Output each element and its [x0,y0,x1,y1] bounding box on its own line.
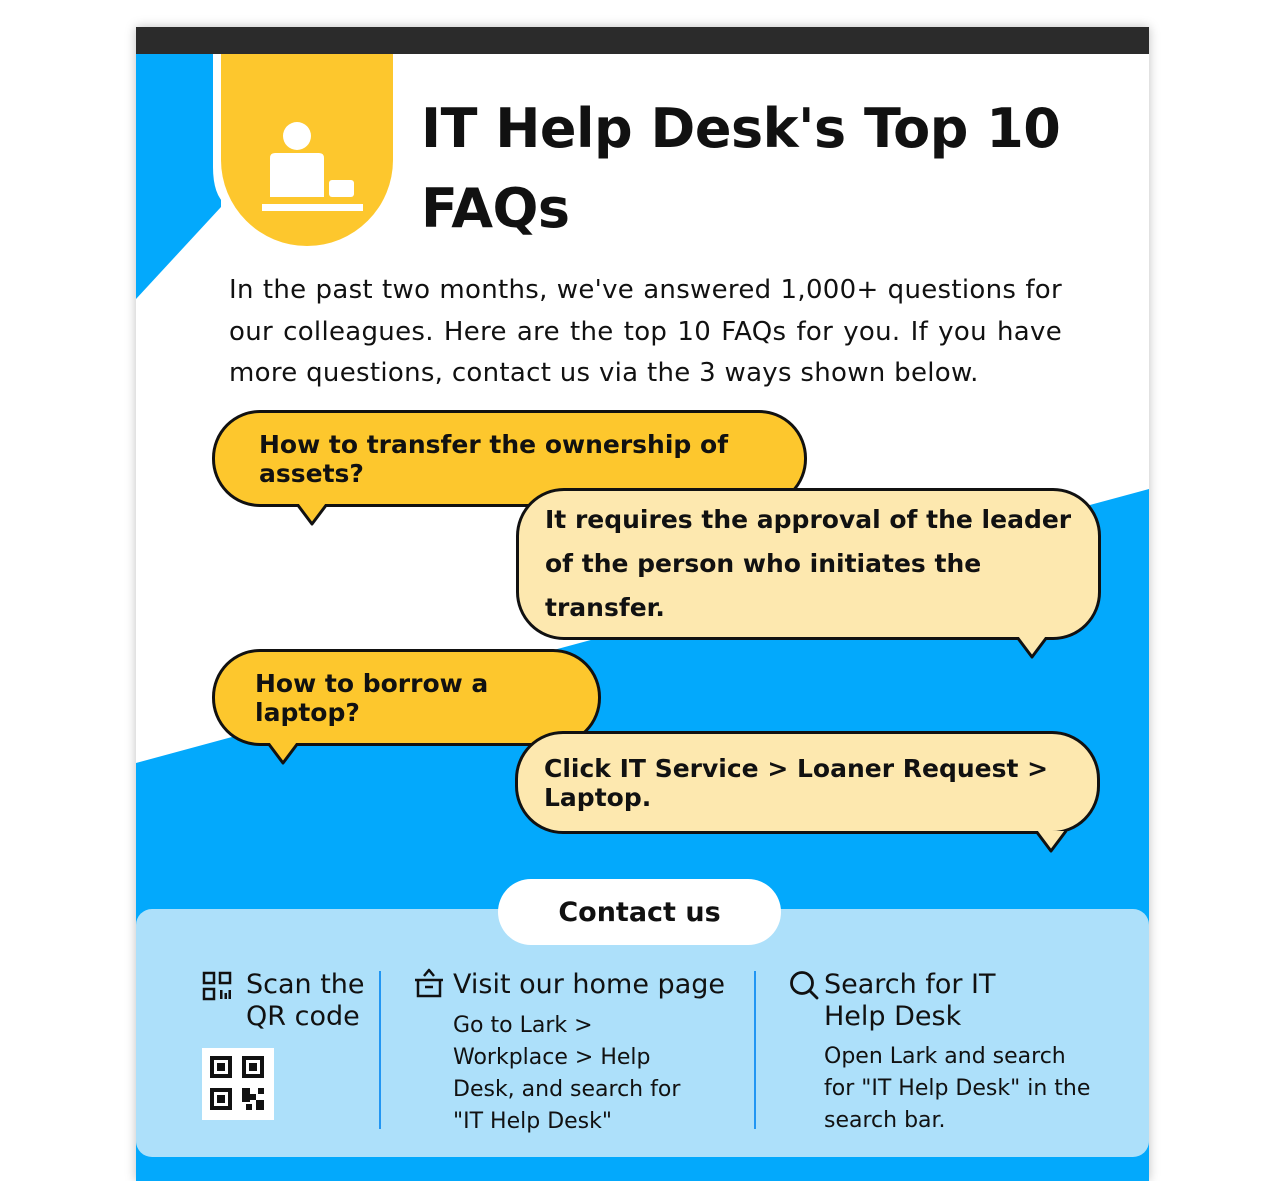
qr-code-icon [202,971,232,1001]
faq-answer-2-text: Click IT Service > Loaner Request > Laptop. [544,753,1049,812]
faq-question-2-text: How to borrow a laptop? [255,668,489,727]
home-page-instructions: Go to Lark > Workplace > Help Desk, and search for "IT Help Desk" [453,1013,681,1134]
home-page-title: Visit our home page [453,969,725,1000]
faq-question-1-text: How to transfer the ownership of assets? [259,429,729,488]
contact-heading: Contact us [498,879,781,945]
search-title: Search for IT Help Desk [824,969,996,1032]
bubble-tail [266,743,300,767]
faq-answer-1 [516,488,1101,640]
qr-code-image [202,1048,274,1120]
header-badge [221,54,393,246]
faq-answer-1-text: It requires the approval of the leader of the person who initiates the transfer. [545,505,1072,622]
faq-question-2 [212,649,601,746]
help-desk-person-icon [221,54,393,246]
bubble-tail [1015,637,1049,661]
bottom-strip [136,1157,1149,1181]
column-divider [754,971,756,1129]
search-instructions: Open Lark and search for "IT Help Desk" in the search bar. [824,1044,1091,1133]
bubble-tail [295,504,329,528]
bubble-tail [1034,831,1068,855]
scan-qr-title: Scan the QR code [246,969,365,1032]
faq-poster [136,27,1149,1181]
faq-answer-2 [515,731,1100,834]
search-icon [788,969,820,1001]
page-title: IT Help Desk's Top 10 FAQs [421,97,1061,240]
column-divider [379,971,381,1129]
top-bar [136,27,1149,54]
intro-paragraph: In the past two months, we've answered 1,000+ questions for our colleagues. Here are the top 10 FAQs for you. If you have more questions, contact us via the 3 ways shown below. [229,275,1062,388]
home-basket-icon [413,967,445,999]
